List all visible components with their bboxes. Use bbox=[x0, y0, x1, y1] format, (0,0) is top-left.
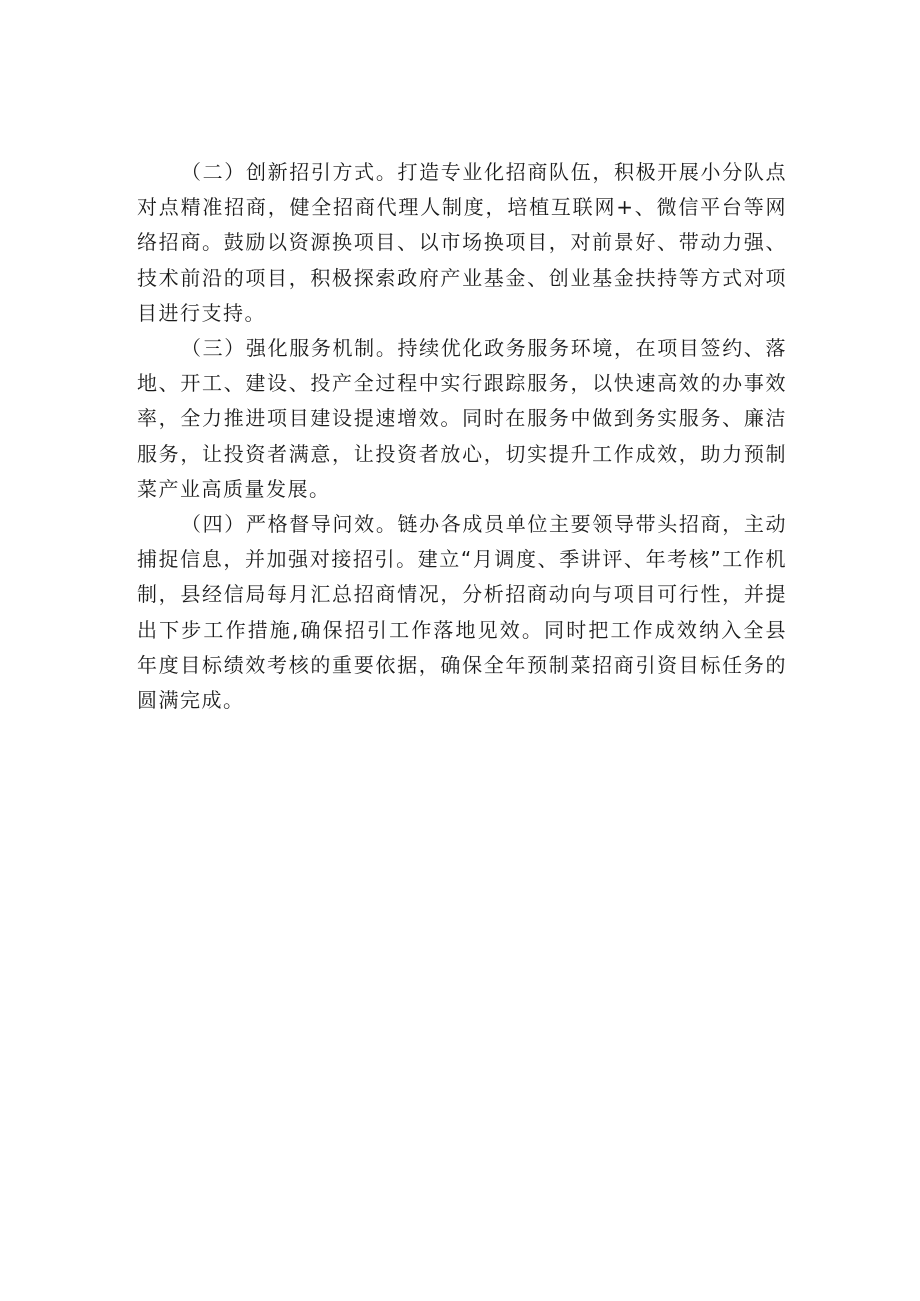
paragraph-strengthen-service: （三）强化服务机制。持续优化政务服务环境，在项目签约、落地、开工、建设、投产全过程中实行跟踪服务，以快速高效的办事效率，全力推进项目建设提速增效。同时在服务中做到务实服务、廉洁服务，让投资者满意，让投资者放心，切实提升工作成效，助力预制菜产业高质量发展。 bbox=[137, 336, 787, 501]
paragraph-strict-supervision: （四）严格督导问效。链办各成员单位主要领导带头招商，主动捕捉信息，并加强对接招引。建立“月调度、季讲评、年考核”工作机制，县经信局每月汇总招商情况，分析招商动向与项目可行性，并提出下步工作措施,确保招引工作落地见效。同时把工作成效纳入全县年度目标绩效考核的重要依据，确保全年预制菜招商引资目标任务的圆满完成。 bbox=[137, 512, 787, 713]
paragraph-innovate-attraction: （二）创新招引方式。打造专业化招商队伍，积极开展小分队点对点精准招商，健全招商代理人制度，培植互联网+、微信平台等网络招商。鼓励以资源换项目、以市场换项目，对前景好、带动力强、技术前沿的项目，积极探索政府产业基金、创业基金扶持等方式对项目进行支持。 bbox=[137, 160, 787, 325]
document-body bbox=[137, 155, 787, 718]
